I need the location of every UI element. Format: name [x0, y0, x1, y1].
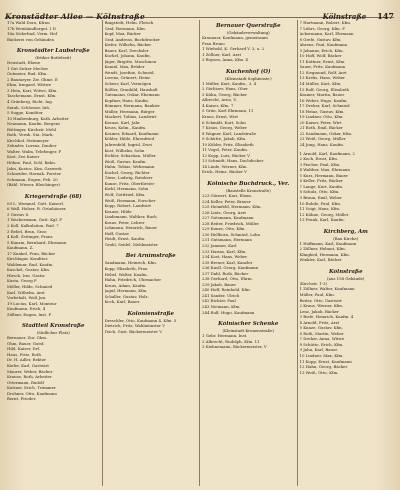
resident-entry: 09 L. Wemmel, Gutt. Kaiserl. — [7, 200, 64, 206]
resident-entry: 17 Dreher, Karl, Schmied — [299, 103, 350, 109]
resident-entry: 9 Johanns, Erich, Kfm. — [299, 47, 344, 53]
resident-entry: 11 Voigt, Hans, Kfm. — [299, 206, 341, 212]
resident-entry: Ottermann, Rudolf — [7, 379, 44, 385]
resident-entry: 230 Hellborn, Schmied, Lohn — [202, 231, 261, 237]
resident-entry: 17b Weinhändlergut. I N — [7, 25, 56, 31]
resident-entry: 237 Dahl, Ruth, Bäcker — [202, 270, 249, 276]
resident-entry: Klingbeil, Hermann, Kfm. — [299, 251, 350, 257]
resident-entry: 10 Rohde, Paul, Kfm. — [299, 200, 341, 206]
resident-entry: 15 Rolf, Georg, Elisabeth — [299, 86, 350, 92]
resident-entry: 12 Hahn, Georg, Bäcker — [299, 364, 348, 370]
resident-entry: 2 Albrecht, Rudolph, Kfm. 11 — [202, 338, 260, 344]
resident-entry: 1 Zöllner, Walter, Kaufmann — [299, 286, 355, 292]
resident-entry: Vorbehalt, Walt Jun. — [7, 295, 47, 301]
resident-entry: Wolf, Gottfried, Kfm. — [104, 191, 146, 197]
running-head-left: Kronstädter Allee — Kölnstraße — [5, 12, 145, 21]
section-gap — [7, 188, 100, 191]
street-subheading: (aus 158 Gebäude) — [327, 275, 365, 281]
resident-entry: 11 Vogel, Peter, Kaufm. — [202, 147, 249, 153]
resident-entry: (Kirchstr. 1-3) — [299, 280, 327, 286]
resident-entry: 11 Kuttner, Ernst, Kfm. — [299, 58, 346, 64]
resident-entry: Haus, Fritz, Roth — [7, 351, 41, 357]
resident-entry: Kaufmann, Z. — [7, 245, 34, 251]
resident-entry: Köhler, Hilde, Ehrenfried — [104, 136, 155, 142]
resident-entry: Müller, Hermann, Bürger — [104, 108, 155, 114]
resident-entry: 4 Walther, Max, Ehrmann — [299, 167, 350, 173]
resident-entry: Schneider, Harnak. Forster. — [7, 171, 62, 177]
street-heading: Kölnischer Schenke — [218, 321, 279, 328]
street-subheading: (Baustelle Kronstraße) — [225, 188, 271, 194]
resident-entry: Taschemann, Ernst, Kfm. — [7, 93, 57, 99]
section-gap — [105, 305, 198, 308]
resident-entry: 4 Koll. Zeitinger, Franz — [7, 234, 53, 240]
resident-entry: Kusta, Georg F — [7, 278, 37, 284]
resident-entry: Weiß, Gustav, Kaufm. — [104, 158, 147, 164]
section-gap — [7, 42, 100, 45]
resident-entry: Kopf, Max, Bäcker — [104, 31, 141, 37]
resident-entry: Bernauer, Zur. Ghm. — [7, 335, 48, 341]
resident-entry: 4 Grünberg, Richt. Ing. — [7, 99, 53, 105]
resident-entry: 14 Linde, Werner, Kfm. — [202, 163, 248, 169]
street-subheading: (früher Bottelseit) — [35, 55, 72, 61]
resident-entry: 8 Schulz, Otto, Kfm. — [299, 189, 340, 195]
resident-entry: 231 Gutsmann, Hermann — [202, 237, 252, 243]
street-subheading: (Bau Kirche) — [333, 235, 359, 241]
resident-entry: 235 Breuer, Karl, Kanzler — [202, 259, 253, 265]
resident-entry: Hahn, Friedrich, Uhrmacher — [104, 277, 162, 283]
resident-entry: Kruss, Kolm., Kaufm. — [104, 125, 147, 131]
resident-entry: Kramer, Martin, Bauer — [299, 92, 345, 98]
section-gap — [300, 223, 393, 226]
resident-entry: Gruhl, Seidel, Mehlmeister — [104, 241, 158, 247]
resident-entry: Kramer, Eduard, Kaufmann — [104, 130, 159, 136]
resident-entry: Kopfner, Hans, Kaufm. — [104, 97, 150, 103]
resident-entry: Juhrenfeld, Ingrid, Zwei — [104, 142, 152, 148]
resident-entry: 3 Boysen, Anna, Kfm. 4 — [202, 57, 248, 63]
page-header — [5, 4, 394, 21]
resident-entry: 223 Görnert, Kari, Ehem. — [202, 193, 253, 199]
resident-entry: 10 Hoff, Wolf, Bäcker — [299, 53, 342, 59]
resident-entry: Teich, Gust. Bäckermeister V — [104, 328, 163, 334]
resident-entry: 5 Sugge, Konditor — [7, 110, 43, 116]
resident-entry: Kunze, Fritz, Oberförster — [104, 180, 155, 186]
resident-entry: Kuttner, Erich, Trümmer — [7, 385, 56, 391]
resident-entry: 1 Hoffmann, Karl, Kaufmann — [299, 240, 357, 246]
street-heading: Bernauer Querstraße — [215, 23, 281, 29]
resident-entry: Lorenz, Grünert, Heinr. — [104, 75, 151, 81]
resident-entry: 228 Reiter, Friedrich, Müller — [202, 220, 259, 226]
column-1 — [5, 20, 103, 486]
resident-entry: 1 Müller, Kurt, Kaufm., 3, 4 — [202, 80, 257, 86]
resident-entry: Erich, Heinz, Bäcker V — [202, 169, 247, 175]
resident-entry: Kiehl, Hermann, Sohn — [104, 186, 149, 192]
resident-entry: Frau Bruno — [202, 40, 225, 46]
resident-entry: (Bähl. Wieser, Bleichinger) — [7, 182, 60, 188]
resident-entry: 7 Dreher, Anna, Witwe — [299, 336, 345, 342]
resident-entry: Höhne, Paul, Schl. Bahn. — [7, 160, 57, 166]
resident-entry: Ringstedt, Helm. Fleisch — [104, 20, 154, 25]
resident-entry: 18 Heinz, Gustav, Kfm. — [299, 108, 345, 114]
resident-entry: 3 Kühn, Georg, Bäcker — [202, 91, 247, 97]
resident-entry: Zehnder, Lorenz, Dauber — [7, 143, 57, 149]
resident-entry: 234 Kost, Hans, Weber — [202, 254, 248, 260]
resident-entry: Ohm, Bauer, Gutsf. — [7, 340, 45, 346]
resident-entry: Graf, Hermann, Kfm. — [104, 25, 146, 31]
resident-entry: 13 Schmidt, Hans, Dachdecker — [202, 158, 264, 164]
resident-entry: 8 Schütte, Erich, Kfm. — [299, 341, 344, 347]
resident-entry: Kirchlagur, Konditor. — [7, 256, 49, 262]
resident-entry: Krause, Karl, Jahr — [104, 119, 140, 125]
resident-entry: 6 Keller, Fritz, Bäcker — [299, 178, 343, 184]
resident-entry: Wendt, Josefine, Schneid. — [104, 69, 155, 75]
resident-entry: 236 Knoll, Georg, Kaufmann — [202, 265, 259, 271]
resident-entry: 9 Jahn, Karl, Bauer — [299, 347, 338, 353]
resident-entry: 3 Kiehnemann, Bäckermeister, V — [202, 344, 267, 350]
resident-entry: 244 Rolf, Hugo, Kaufmann — [202, 309, 255, 315]
resident-entry: 7 Lührs, Georg, Kfm. F — [299, 25, 345, 31]
resident-entry: 243 Niemann, Kfm. — [202, 303, 241, 309]
resident-entry: Böttinger, Kirchstr. Mehl — [7, 126, 56, 132]
resident-entry: 9 Braun, Emil, Weber — [299, 194, 342, 200]
resident-entry: Schmann, Eugen, Feb. 20 — [7, 176, 58, 182]
resident-entry: Hebel, Walter, Kaufm. — [104, 271, 148, 277]
resident-entry: Maurer, Weber, Bäcker — [7, 368, 53, 374]
resident-entry: 12 Kopp, Lutz, Bäcker V — [202, 152, 250, 158]
resident-entry: 22 Sandmann, Oskar, Kfm. — [299, 130, 353, 136]
resident-entry: 10 Hanbenburg, Kath. Arbeiter — [7, 115, 69, 121]
resident-entry: 7 Lange, Kurt, Kaufm. — [299, 183, 344, 189]
resident-entry: 13 Weiß, Otto, Kfm. — [299, 369, 339, 375]
resident-entry: 2 Koch, Ernst, Kfm. — [299, 156, 339, 162]
resident-entry: Kopp, Elisabeth, Frau — [104, 265, 148, 271]
resident-entry: 6 Roth, Martin, Weber — [299, 330, 344, 336]
resident-entry: Heidt, Ernst, Kaufm. — [104, 236, 146, 242]
street-heading: Kuchenhof (Ö) — [225, 68, 271, 75]
resident-entry: Roth, Vernh. Sta. Mark. — [7, 132, 54, 138]
resident-entry: 19 Lindner, Otto, Kfm. — [299, 114, 344, 120]
resident-entry: Karl, Wilhelm, Arzt — [7, 289, 45, 295]
resident-entry: Graf, Andreas, Buchdrucker — [104, 36, 160, 42]
resident-entry: Bäckerei von Gebäuden — [7, 36, 54, 42]
resident-entry: Giese, Ludwig, Ratsherr — [104, 175, 153, 181]
resident-entry: 17a Wald Dora, Kfrau — [7, 20, 50, 25]
resident-entry: 242 Richter, Paul — [202, 298, 236, 304]
resident-entry: Kuchel, Johann, Kaufm. — [104, 53, 151, 59]
resident-entry: Scheer, Karl, Vermögen — [104, 81, 152, 87]
column-2 — [103, 20, 201, 486]
resident-entry: Kronauer, Kaufmann, gemeinsam — [202, 35, 268, 40]
resident-entry: Bernt, Frieder. — [7, 396, 37, 402]
directory-columns — [5, 20, 394, 486]
resident-entry: 227 Gutsmann, Kaufmann — [202, 215, 254, 221]
section-gap — [202, 175, 295, 178]
resident-entry: Jahn, Kustos. Kim. Gaswerk — [7, 165, 62, 171]
resident-entry: Jäger, Brigitte, Maschinen — [104, 58, 157, 64]
resident-entry: 3 Rebel, Brun, Geor. — [7, 228, 48, 234]
resident-entry: Hirsch, Irm. Gastw. — [7, 272, 46, 278]
resident-entry: 240 Hoff, Reinhold, Kfm. — [202, 287, 251, 293]
resident-entry: Kraus, Peter, Lehrer — [104, 219, 145, 225]
resident-entry: 226 Lintz, Georg, Arzt — [202, 209, 246, 215]
resident-entry: Kost, Wilhelm, Sohn — [104, 147, 145, 153]
resident-entry: 233 Harms, Karl, Kfm. — [202, 248, 247, 254]
section-gap — [300, 263, 393, 266]
resident-entry: 17 Kunkel, Frau, Bäcker — [7, 250, 56, 256]
resident-entry: Hild, Kaiser, Drf. — [7, 346, 41, 352]
resident-entry: Dr. H. Adler, Rektor — [7, 357, 46, 363]
resident-entry: Weiß, Hermann, Forscher — [104, 197, 156, 203]
resident-entry: Dietrich, Fritz, Wahlmünster V — [104, 323, 166, 329]
resident-entry: Drohner, Otto, Kaufmann — [7, 390, 57, 396]
resident-entry: Kuschel, Gustav, Kfm. — [7, 267, 51, 273]
resident-entry: 2 Zöllner, Helmut, Kfm. — [299, 246, 346, 252]
resident-entry: 225 Heimfeld, Hermann, Kfm. — [202, 204, 262, 210]
resident-entry: 2 Baumeyer, Ziv. Ghme. E — [7, 76, 58, 82]
resident-entry: Walter, Walm, Telefonger. F — [7, 148, 62, 154]
street-subheading: (Südlicher Platz) — [36, 330, 70, 336]
resident-entry: Krause, Hilde — [104, 208, 132, 214]
resident-entry: Neustadt, Ebene — [7, 60, 41, 66]
resident-entry: Kiefer, Wilhelm, Bäcker — [104, 42, 152, 48]
resident-entry: Kiefer, Karl, Gastwirt — [7, 362, 49, 368]
resident-entry: 4 Kaiser, Kfm. 7 — [202, 102, 234, 108]
street-heading: Kolonienstraße — [127, 310, 174, 317]
resident-entry: 11 Kopp, Ernst, Kaufmann — [299, 358, 352, 364]
resident-entry: 5 Grün, Karl Ehrmann, 11 — [202, 108, 254, 114]
section-gap — [202, 315, 295, 318]
resident-entry: Kraus, Adam, Kaufm. — [104, 282, 147, 288]
resident-entry: 13 Frank, Karl, Kaufm. — [299, 217, 345, 223]
street-subheading: (Kleinstadt Kronenstraße) — [222, 328, 274, 334]
resident-entry: 224 Keller, Peter, Brauer — [202, 198, 251, 204]
resident-entry: Sarah, Schlosser, Inh. — [7, 104, 51, 110]
resident-entry: 9 Schütte, Jakob, Kfm. — [202, 136, 247, 142]
resident-entry: Gutsmann, Oskar, Ehemann — [104, 92, 160, 98]
street-heading: Kriegerstraße (68) — [24, 193, 82, 200]
resident-entry: Möller, Hilde, Schmied — [7, 283, 53, 289]
resident-entry: 18a Söderlind, Verm. Hof — [7, 31, 58, 37]
resident-entry: Waldemar, Rud. Kaufm. — [7, 261, 54, 267]
resident-entry: Eichler, Sebastian, Müller — [104, 153, 156, 159]
resident-entry: Ackermann, Karl, Ehrmann — [299, 31, 354, 37]
resident-entry: Römmer, Hermann, Bankier — [104, 103, 160, 109]
section-gap — [7, 317, 100, 320]
section-gap — [105, 247, 198, 250]
resident-entry: 5 Kurz, Hermann, Bauer — [299, 172, 348, 178]
resident-entry: 1 Wiebold, K. Gerhard V. 3, u. 2 — [202, 46, 265, 52]
resident-entry: 2 Kraus, Werner, Kfm. — [299, 303, 344, 309]
resident-entry: Sauer, Fritz, Kaufmann — [299, 64, 346, 70]
resident-entry: 7 Kraus, Georg, Weber — [202, 125, 247, 131]
resident-entry: 3 Fischer, Paul, Kfm. — [299, 161, 341, 167]
resident-entry: Müller, Paul, Kfm. — [299, 291, 335, 297]
resident-entry: 8 Wagner, Karl, Landstraße — [202, 130, 257, 136]
resident-entry: 1 Arnold, Karl, Kaufmann, 2 — [299, 150, 355, 156]
resident-entry: 24 Jung, Hans, Kaufm. — [299, 142, 345, 148]
resident-entry: 8 Grefe, Gustav, Kfm. — [299, 36, 342, 42]
resident-entry: Lenz, Jakob, Bäcker — [299, 308, 339, 314]
resident-entry: Kuchel, Georg, Richter — [104, 169, 150, 175]
page-number: 147 — [377, 11, 394, 21]
resident-entry: 3 Hein, Kari, Witwe, Kfm. — [7, 87, 58, 93]
street-subheading: (Gebäudeverwaltung) — [226, 30, 270, 35]
resident-entry: 1 Zöllner, Karl, Arzt — [202, 51, 242, 57]
resident-entry: Kirchhof, Steinmeyer — [7, 137, 49, 143]
resident-entry: Hahn, Tobias, Wehrmann — [104, 164, 155, 170]
resident-entry: 1 Wackermann, Gutt. Kgl. F — [7, 217, 62, 223]
resident-entry: 1 Gut Sicker Mecher — [7, 65, 49, 71]
street-subheading: (Kleinstadt Sophienstr.) — [224, 75, 272, 81]
resident-entry: 12 Siegmund, Rolf, Arzt — [299, 69, 347, 75]
resident-entry: Kaninl, Max, Brüder — [104, 64, 145, 70]
resident-entry: Bauer, Karl, Drechsler — [104, 47, 149, 53]
section-gap — [202, 63, 295, 66]
resident-entry: Kopp, Robert, Landwirt — [104, 203, 151, 209]
column-4 — [298, 20, 395, 486]
resident-entry: 12 Kühne, Georg, Müller — [299, 211, 349, 217]
resident-entry: 21 Roth, Emil, Bäcker — [299, 125, 343, 131]
column-3 — [200, 20, 298, 486]
resident-entry: Ahrens, Paul, Kaufmann — [299, 42, 348, 48]
street-heading: Kölnstraße — [328, 268, 363, 275]
resident-entry: Schaller, Gustav, Holz. — [104, 293, 149, 299]
resident-entry: Neumann, Kaufm. Bergent — [7, 121, 60, 127]
resident-entry: Zöllner, Eugen, Inst. F — [7, 311, 52, 317]
resident-entry: 7 Hartmann, Robert, Kfm. — [299, 20, 352, 25]
resident-entry: Lindemann, Walther, Buch. — [104, 214, 158, 220]
resident-entry: 2 Görlitzer, Hans, Ober — [202, 86, 248, 92]
resident-entry: Gutmeier, Rud. Kfm. — [7, 71, 48, 77]
street-heading: Kirchberg, Am — [323, 228, 368, 235]
resident-entry: 19 Lucius, Karl, Monteur — [7, 300, 57, 306]
resident-entry: 23 Weiß, Georg, Müller — [299, 136, 346, 142]
resident-entry: Sandmann, Heinrich, Kfm. — [104, 260, 157, 266]
resident-entry: 14 Müller, Kurt, Kfm. — [299, 81, 342, 87]
resident-entry: 13 Krebs, Hans, Weber — [299, 75, 346, 81]
resident-entry: Dreschler, Otto, Kaufmann 4, Kfm. 5 — [104, 317, 177, 323]
resident-entry: 6 Wall, Holzer, R. Grünhäuser. — [7, 206, 67, 212]
resident-entry: 10 Lindner, Max, Kfm. — [299, 352, 344, 358]
resident-entry: 2 Koll. Kalkulation, Rud. 7 — [7, 222, 59, 228]
resident-entry: Rößler, Grunhild, Haushalt — [104, 86, 158, 92]
resident-entry: Lohmann, Heinrich, Bauer — [104, 225, 157, 231]
resident-entry: Kraus, Ernst, Wirt — [202, 114, 238, 120]
resident-entry: 229 Kunze, Otto, Kfm. — [202, 226, 246, 232]
resident-entry: 238 Gerhard, Otto, Ehrm. — [202, 276, 253, 282]
resident-entry: Kost, Zwi Kaiser — [7, 154, 40, 160]
resident-entry: Koch, Karl, Bauer — [104, 299, 140, 305]
street-heading: Stadtteil Kronstraße — [22, 323, 85, 330]
resident-entry: 6 Schmidt, Kurt, Sohn — [202, 119, 246, 125]
resident-entry: Winkler, Karl, Bäcker — [299, 257, 342, 263]
resident-entry: Ehm, Irmgard, Wittwe — [7, 82, 52, 88]
street-heading: Bei Arnimstraße — [125, 253, 176, 260]
running-head-right: Kölnstraße — [322, 12, 367, 21]
street-heading: Kronstädter Laubstraße — [16, 48, 90, 55]
resident-entry: 241 Sander, Ulrich — [202, 292, 240, 298]
street-heading: Kölnische Buchdruck., Ver. — [207, 181, 290, 188]
resident-entry: 239 Jakob, Bauer — [202, 281, 237, 287]
resident-entry: Reiter, Otto, Gastwirt — [299, 297, 342, 303]
resident-entry: Krause, Roth, Arbeiter — [7, 374, 52, 380]
resident-entry: Kaufmann, Erich, 4 — [7, 306, 46, 312]
resident-entry: 4 Arnold, Fritz, Arzt — [299, 319, 340, 325]
resident-entry: Jaguf, Hermann, Kfm. — [104, 288, 148, 294]
resident-entry: 5 Kunzin, Bernhard, Ehrmann — [7, 239, 67, 245]
resident-entry: Hoff, Gustav — [104, 230, 130, 236]
resident-entry: 20 Kaiser, Peter, Wirt — [299, 119, 342, 125]
resident-entry: 232 Jammer, Karl — [202, 242, 237, 248]
resident-entry: 3 Gustav S. — [7, 211, 30, 217]
resident-entry: Albrecht, Arno, V. — [202, 97, 237, 103]
resident-entry: 10 Köhler, Fritz, Elisabeth — [202, 141, 254, 147]
resident-entry: 16 Weber, Hugo, Kaufm. — [299, 97, 348, 103]
resident-entry: Mackert, Tobias, Landwirt — [104, 114, 157, 120]
resident-entry: 1 Gebr. Hermann, Inst. — [202, 333, 248, 339]
resident-entry: 3 Bode, Heinrich, Kaufm. 4 — [299, 314, 354, 320]
resident-entry: 5 Kunze, Gustav, Kfm. — [299, 325, 343, 331]
